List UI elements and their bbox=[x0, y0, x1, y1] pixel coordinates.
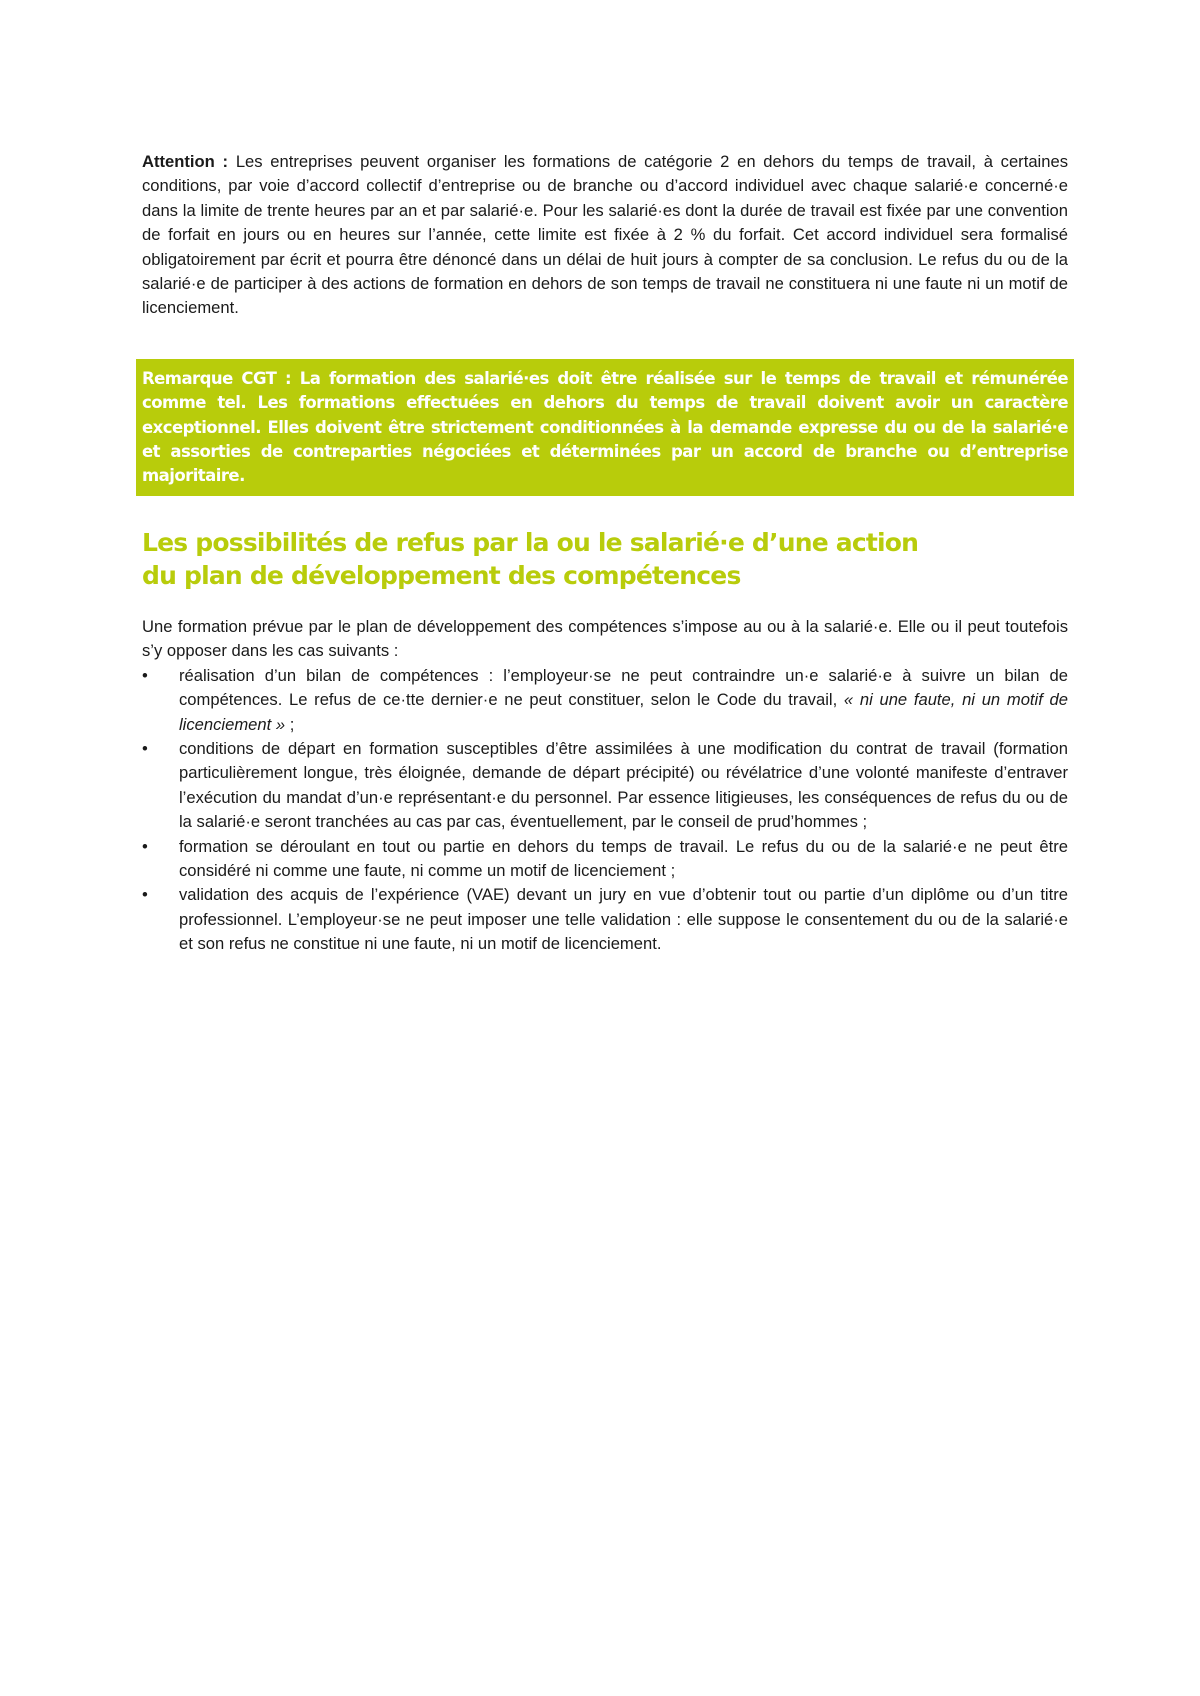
list-item-text: validation des acquis de l’expérience (VAE) devant un jury en vue d’obtenir tout ou partie d’un diplôme ou d’un titre professionnel. L’employeur·se ne peut imposer une telle validation : elle suppose le consentement du ou de la salarié·e et son refus ne constitue ni une faute, ni un motif de licenciement. bbox=[179, 885, 1068, 954]
list-item-text: réalisation d’un bilan de compétences : l’employeur·se ne peut contraindre un·e salarié·e à suivre un bilan de compétences. Le refus de ce·tte dernier·e ne peut constituer, selon le Code du travail, bbox=[179, 665, 1068, 710]
cgt-remark-box bbox=[136, 359, 1074, 496]
cgt-remark-text: Remarque CGT : La formation des salarié·es doit être réalisée sur le temps de travail et rémunérée comme tel. Les formations effectuées en dehors du temps de travail doivent avoir un caractère exceptionnel. Elles doivent être strictement conditionnées à la demande expresse du ou de la salarié·e et assorties de contreparties négociées et déterminées par un accord de branche ou d’entreprise majoritaire. bbox=[142, 368, 1068, 486]
list-item bbox=[142, 664, 1068, 737]
section-title bbox=[142, 526, 1068, 592]
attention-text: Les entreprises peuvent organiser les formations de catégorie 2 en dehors du temps de travail, à certaines conditions, par voie d’accord collectif d’entreprise ou de branche ou d’accord individuel avec chaque salarié·e concerné·e dans la limite de trente heures par an et par salarié·e. Pour les salarié·es dont la durée de travail est fixée par une convention de forfait en jours ou en heures sur l’année, cette limite est fixée à 2 % du forfait. Cet accord individuel sera formalisé obligatoirement par écrit et pourra être dénoncé dans un délai de huit jours à compter de sa conclusion. Le refus du ou de la salarié·e de participer à des actions de formation en dehors de son temps de travail ne constituera ni une faute ni un motif de licenciement. bbox=[142, 152, 1068, 318]
list-item-quote: « ni une faute, ni un motif de licenciement » bbox=[179, 690, 1068, 734]
bullet-icon: • bbox=[142, 738, 148, 758]
list-item bbox=[142, 737, 1068, 835]
refusal-cases-list bbox=[142, 664, 1068, 957]
bullet-icon: • bbox=[142, 836, 148, 856]
list-item-text: formation se déroulant en tout ou partie en dehors du temps de travail. Le refus du ou de la salarié·e ne peut être considéré ni comme une faute, ni comme un motif de licenciement ; bbox=[179, 836, 1068, 880]
list-item-tail: ; bbox=[285, 714, 295, 734]
section-title-line-2: du plan de développement des compétences bbox=[142, 560, 741, 590]
list-item-text: conditions de départ en formation susceptibles d’être assimilées à une modification du contrat de travail (formation particulièrement longue, très éloignée, demande de départ précipité) ou révélatrice d’une volonté manifeste d’entraver l’exécution du mandat d’un·e représentant·e du personnel. Par essence litigieuses, les conséquences de refus du ou de la salarié·e seront tranchées au cas par cas, éventuellement, par le conseil de prud’hommes ; bbox=[179, 738, 1068, 832]
bullet-icon: • bbox=[142, 665, 148, 685]
section-title-line-1: Les possibilités de refus par la ou le salarié·e d’une action bbox=[142, 527, 919, 557]
attention-label: Attention : bbox=[142, 152, 229, 171]
section-intro: Une formation prévue par le plan de développement des compétences s’impose au ou à la salarié·e. Elle ou il peut toutefois s’y opposer dans les cas suivants : bbox=[142, 616, 1068, 661]
list-item bbox=[142, 835, 1068, 884]
bullet-icon: • bbox=[142, 885, 148, 905]
attention-paragraph bbox=[142, 150, 1068, 321]
page-content bbox=[142, 150, 1068, 957]
list-item bbox=[142, 883, 1068, 956]
